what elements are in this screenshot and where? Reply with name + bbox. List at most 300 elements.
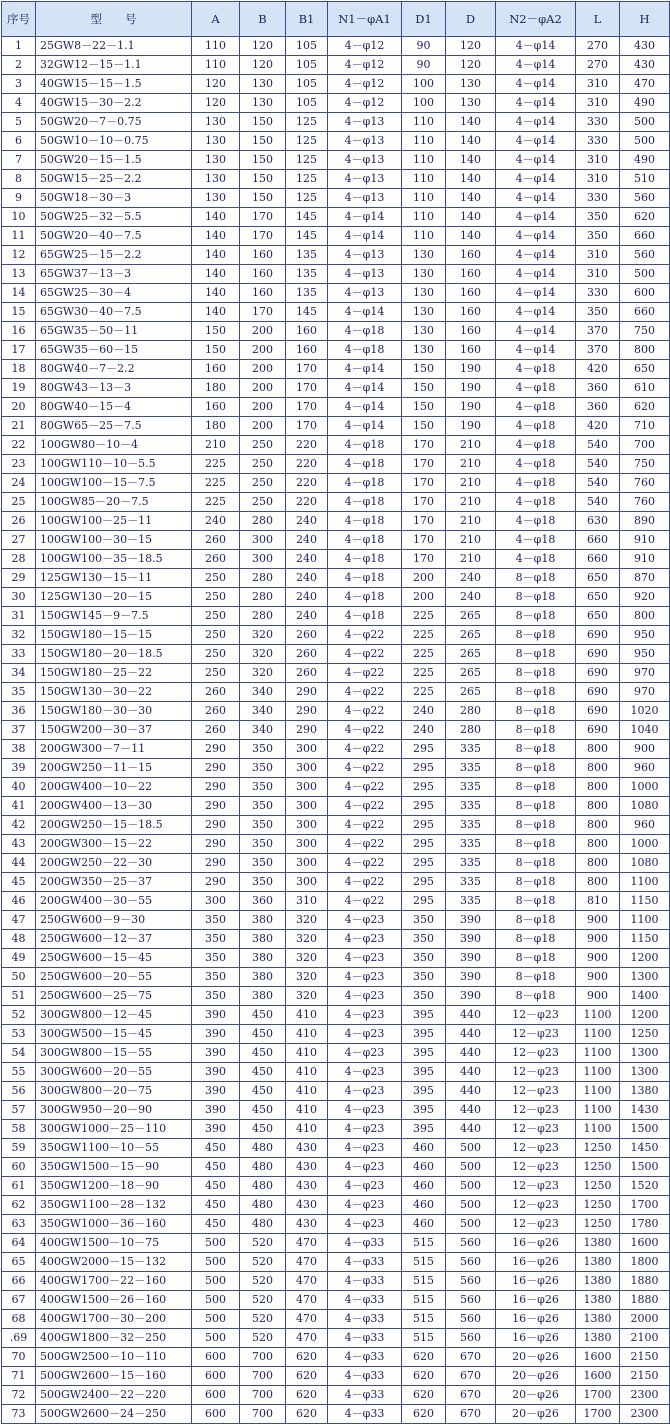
row-index: 14 xyxy=(2,284,36,303)
model-cell: 500GW2400－22－220 xyxy=(36,1386,192,1405)
b1-cell: 125 xyxy=(286,132,328,151)
n2-a2-cell: 16－φ26 xyxy=(496,1253,576,1272)
model-cell: 100GW100－15－7.5 xyxy=(36,474,192,493)
table-row xyxy=(2,1348,670,1367)
n2-a2-cell: 8－φ18 xyxy=(496,626,576,645)
n1-a1-cell: 4－φ33 xyxy=(328,1405,402,1424)
row-index: 43 xyxy=(2,835,36,854)
a-cell: 225 xyxy=(192,474,240,493)
l-cell: 630 xyxy=(576,512,620,531)
b-cell: 150 xyxy=(240,170,286,189)
d1-cell: 460 xyxy=(402,1215,446,1234)
d1-cell: 130 xyxy=(402,303,446,322)
table-row xyxy=(2,721,670,740)
n2-a2-cell: 20－φ26 xyxy=(496,1386,576,1405)
l-cell: 420 xyxy=(576,417,620,436)
h-cell: 750 xyxy=(620,322,670,341)
l-cell: 310 xyxy=(576,246,620,265)
model-cell: 50GW20－15－1.5 xyxy=(36,151,192,170)
b-cell: 150 xyxy=(240,132,286,151)
n2-a2-cell: 4－φ14 xyxy=(496,151,576,170)
n2-a2-cell: 12－φ23 xyxy=(496,1101,576,1120)
d1-cell: 295 xyxy=(402,892,446,911)
l-cell: 650 xyxy=(576,607,620,626)
a-cell: 600 xyxy=(192,1386,240,1405)
table-row xyxy=(2,1025,670,1044)
b1-cell: 430 xyxy=(286,1215,328,1234)
d1-cell: 295 xyxy=(402,854,446,873)
h-cell: 870 xyxy=(620,569,670,588)
n1-a1-cell: 4－φ13 xyxy=(328,189,402,208)
b1-cell: 620 xyxy=(286,1386,328,1405)
b1-cell: 240 xyxy=(286,607,328,626)
l-cell: 310 xyxy=(576,94,620,113)
b1-cell: 170 xyxy=(286,379,328,398)
b-cell: 480 xyxy=(240,1158,286,1177)
h-cell: 1800 xyxy=(620,1253,670,1272)
n2-a2-cell: 16－φ26 xyxy=(496,1291,576,1310)
h-cell: 2000 xyxy=(620,1310,670,1329)
n1-a1-cell: 4－φ23 xyxy=(328,1025,402,1044)
n1-a1-cell: 4－φ33 xyxy=(328,1367,402,1386)
n1-a1-cell: 4－φ13 xyxy=(328,170,402,189)
b-cell: 120 xyxy=(240,37,286,56)
a-cell: 260 xyxy=(192,550,240,569)
l-cell: 370 xyxy=(576,322,620,341)
d-cell: 280 xyxy=(446,702,496,721)
d-cell: 190 xyxy=(446,398,496,417)
d1-cell: 395 xyxy=(402,1025,446,1044)
h-cell: 910 xyxy=(620,531,670,550)
row-index: 17 xyxy=(2,341,36,360)
d-cell: 140 xyxy=(446,113,496,132)
b1-cell: 300 xyxy=(286,854,328,873)
b-cell: 340 xyxy=(240,683,286,702)
row-index: 71 xyxy=(2,1367,36,1386)
h-cell: 1150 xyxy=(620,930,670,949)
a-cell: 140 xyxy=(192,208,240,227)
b-cell: 450 xyxy=(240,1044,286,1063)
n1-a1-cell: 4－φ18 xyxy=(328,341,402,360)
d-cell: 210 xyxy=(446,531,496,550)
l-cell: 1100 xyxy=(576,1101,620,1120)
b1-cell: 300 xyxy=(286,778,328,797)
row-index: 3 xyxy=(2,75,36,94)
model-cell: 150GW130－30－22 xyxy=(36,683,192,702)
d1-cell: 240 xyxy=(402,721,446,740)
b1-cell: 410 xyxy=(286,1082,328,1101)
d-cell: 160 xyxy=(446,284,496,303)
model-cell: 80GW43－13－3 xyxy=(36,379,192,398)
d-cell: 500 xyxy=(446,1177,496,1196)
table-row xyxy=(2,588,670,607)
b-cell: 280 xyxy=(240,607,286,626)
b1-cell: 240 xyxy=(286,512,328,531)
a-cell: 160 xyxy=(192,360,240,379)
model-cell: 150GW145－9－7.5 xyxy=(36,607,192,626)
b-cell: 150 xyxy=(240,151,286,170)
h-cell: 1300 xyxy=(620,968,670,987)
n1-a1-cell: 4－φ22 xyxy=(328,645,402,664)
d1-cell: 460 xyxy=(402,1158,446,1177)
l-cell: 800 xyxy=(576,835,620,854)
table-row xyxy=(2,436,670,455)
model-cell: 250GW600－15－45 xyxy=(36,949,192,968)
header-index: 序号 xyxy=(2,2,36,37)
h-cell: 800 xyxy=(620,341,670,360)
model-cell: 250GW600－20－55 xyxy=(36,968,192,987)
n1-a1-cell: 4－φ22 xyxy=(328,721,402,740)
b1-cell: 290 xyxy=(286,683,328,702)
row-index: 62 xyxy=(2,1196,36,1215)
l-cell: 310 xyxy=(576,75,620,94)
model-cell: 65GW35－50－11 xyxy=(36,322,192,341)
table-row xyxy=(2,341,670,360)
d-cell: 335 xyxy=(446,759,496,778)
b-cell: 360 xyxy=(240,892,286,911)
b1-cell: 430 xyxy=(286,1139,328,1158)
table-row xyxy=(2,1139,670,1158)
model-cell: 40GW15－30－2.2 xyxy=(36,94,192,113)
table-row xyxy=(2,1215,670,1234)
l-cell: 800 xyxy=(576,778,620,797)
n1-a1-cell: 4－φ18 xyxy=(328,588,402,607)
a-cell: 290 xyxy=(192,873,240,892)
b-cell: 700 xyxy=(240,1367,286,1386)
n2-a2-cell: 8－φ18 xyxy=(496,588,576,607)
a-cell: 260 xyxy=(192,531,240,550)
n1-a1-cell: 4－φ13 xyxy=(328,151,402,170)
h-cell: 2100 xyxy=(620,1329,670,1348)
model-cell: 500GW2500－10－110 xyxy=(36,1348,192,1367)
d1-cell: 350 xyxy=(402,987,446,1006)
b-cell: 700 xyxy=(240,1386,286,1405)
table-row xyxy=(2,778,670,797)
model-cell: 65GW25－30－4 xyxy=(36,284,192,303)
l-cell: 540 xyxy=(576,493,620,512)
b-cell: 520 xyxy=(240,1253,286,1272)
model-cell: 200GW400－10－22 xyxy=(36,778,192,797)
h-cell: 1380 xyxy=(620,1082,670,1101)
l-cell: 1380 xyxy=(576,1253,620,1272)
n1-a1-cell: 4－φ12 xyxy=(328,37,402,56)
b1-cell: 320 xyxy=(286,987,328,1006)
b1-cell: 320 xyxy=(286,949,328,968)
model-cell: 200GW400－13－30 xyxy=(36,797,192,816)
a-cell: 140 xyxy=(192,227,240,246)
d-cell: 160 xyxy=(446,265,496,284)
d-cell: 335 xyxy=(446,892,496,911)
d-cell: 210 xyxy=(446,550,496,569)
d-cell: 335 xyxy=(446,797,496,816)
header-row xyxy=(2,2,670,37)
table-row xyxy=(2,1044,670,1063)
table-row xyxy=(2,151,670,170)
d-cell: 335 xyxy=(446,854,496,873)
a-cell: 290 xyxy=(192,835,240,854)
a-cell: 500 xyxy=(192,1329,240,1348)
n2-a2-cell: 12－φ23 xyxy=(496,1158,576,1177)
l-cell: 1100 xyxy=(576,1063,620,1082)
d-cell: 390 xyxy=(446,911,496,930)
d1-cell: 295 xyxy=(402,740,446,759)
table-row xyxy=(2,816,670,835)
model-cell: 50GW10－10－0.75 xyxy=(36,132,192,151)
row-index: 47 xyxy=(2,911,36,930)
b-cell: 200 xyxy=(240,341,286,360)
d-cell: 140 xyxy=(446,208,496,227)
h-cell: 2150 xyxy=(620,1348,670,1367)
a-cell: 500 xyxy=(192,1234,240,1253)
b-cell: 160 xyxy=(240,246,286,265)
n1-a1-cell: 4－φ33 xyxy=(328,1253,402,1272)
n1-a1-cell: 4－φ22 xyxy=(328,835,402,854)
row-index: 18 xyxy=(2,360,36,379)
n2-a2-cell: 8－φ18 xyxy=(496,949,576,968)
model-cell: 200GW250－15－18.5 xyxy=(36,816,192,835)
b-cell: 250 xyxy=(240,455,286,474)
l-cell: 330 xyxy=(576,189,620,208)
n1-a1-cell: 4－φ22 xyxy=(328,873,402,892)
n2-a2-cell: 8－φ18 xyxy=(496,892,576,911)
model-cell: 400GW2000－15－132 xyxy=(36,1253,192,1272)
table-row xyxy=(2,892,670,911)
l-cell: 1380 xyxy=(576,1310,620,1329)
model-cell: 250GW600－12－37 xyxy=(36,930,192,949)
model-cell: 125GW130－15－11 xyxy=(36,569,192,588)
a-cell: 450 xyxy=(192,1215,240,1234)
row-index: 22 xyxy=(2,436,36,455)
header-d1: D1 xyxy=(402,2,446,37)
model-cell: 65GW37－13－3 xyxy=(36,265,192,284)
h-cell: 1700 xyxy=(620,1196,670,1215)
a-cell: 130 xyxy=(192,170,240,189)
d-cell: 390 xyxy=(446,949,496,968)
d-cell: 140 xyxy=(446,227,496,246)
table-row xyxy=(2,1006,670,1025)
model-cell: 400GW1500－26－160 xyxy=(36,1291,192,1310)
model-cell: 300GW800－12－45 xyxy=(36,1006,192,1025)
a-cell: 120 xyxy=(192,94,240,113)
header-b1: B1 xyxy=(286,2,328,37)
row-index: 2 xyxy=(2,56,36,75)
model-cell: 300GW950－20－90 xyxy=(36,1101,192,1120)
model-cell: 300GW800－15－55 xyxy=(36,1044,192,1063)
n1-a1-cell: 4－φ18 xyxy=(328,550,402,569)
table-row xyxy=(2,1120,670,1139)
n2-a2-cell: 4－φ14 xyxy=(496,208,576,227)
d1-cell: 170 xyxy=(402,436,446,455)
h-cell: 950 xyxy=(620,626,670,645)
a-cell: 600 xyxy=(192,1348,240,1367)
model-cell: 200GW400－30－55 xyxy=(36,892,192,911)
table-row xyxy=(2,1310,670,1329)
d-cell: 160 xyxy=(446,246,496,265)
n1-a1-cell: 4－φ18 xyxy=(328,512,402,531)
header-n2-a2: N2－φA2 xyxy=(496,2,576,37)
n2-a2-cell: 4－φ18 xyxy=(496,493,576,512)
table-row xyxy=(2,759,670,778)
b-cell: 480 xyxy=(240,1196,286,1215)
h-cell: 710 xyxy=(620,417,670,436)
model-cell: 100GW100－25－11 xyxy=(36,512,192,531)
h-cell: 1450 xyxy=(620,1139,670,1158)
table-row xyxy=(2,208,670,227)
h-cell: 1500 xyxy=(620,1120,670,1139)
row-index: 8 xyxy=(2,170,36,189)
a-cell: 130 xyxy=(192,113,240,132)
model-cell: 150GW180－20－18.5 xyxy=(36,645,192,664)
d-cell: 335 xyxy=(446,835,496,854)
d1-cell: 515 xyxy=(402,1310,446,1329)
d-cell: 440 xyxy=(446,1006,496,1025)
n1-a1-cell: 4－φ14 xyxy=(328,360,402,379)
a-cell: 350 xyxy=(192,911,240,930)
row-index: 12 xyxy=(2,246,36,265)
b-cell: 350 xyxy=(240,740,286,759)
l-cell: 650 xyxy=(576,588,620,607)
table-row xyxy=(2,1329,670,1348)
d1-cell: 350 xyxy=(402,949,446,968)
header-h: H xyxy=(620,2,670,37)
n1-a1-cell: 4－φ33 xyxy=(328,1348,402,1367)
d1-cell: 295 xyxy=(402,835,446,854)
row-index: 33 xyxy=(2,645,36,664)
n1-a1-cell: 4－φ22 xyxy=(328,854,402,873)
b1-cell: 125 xyxy=(286,170,328,189)
n1-a1-cell: 4－φ33 xyxy=(328,1272,402,1291)
n1-a1-cell: 4－φ14 xyxy=(328,379,402,398)
n2-a2-cell: 4－φ18 xyxy=(496,436,576,455)
b-cell: 450 xyxy=(240,1120,286,1139)
n2-a2-cell: 4－φ14 xyxy=(496,94,576,113)
row-index: 58 xyxy=(2,1120,36,1139)
h-cell: 1100 xyxy=(620,873,670,892)
model-cell: 150GW200－30－37 xyxy=(36,721,192,740)
d-cell: 210 xyxy=(446,436,496,455)
b-cell: 350 xyxy=(240,873,286,892)
b1-cell: 430 xyxy=(286,1158,328,1177)
a-cell: 350 xyxy=(192,949,240,968)
model-cell: 100GW85－20－7.5 xyxy=(36,493,192,512)
d1-cell: 110 xyxy=(402,227,446,246)
d-cell: 265 xyxy=(446,683,496,702)
l-cell: 420 xyxy=(576,360,620,379)
b1-cell: 410 xyxy=(286,1120,328,1139)
model-cell: 400GW1500－10－75 xyxy=(36,1234,192,1253)
row-index: 5 xyxy=(2,113,36,132)
d-cell: 670 xyxy=(446,1367,496,1386)
b1-cell: 135 xyxy=(286,284,328,303)
row-index: 35 xyxy=(2,683,36,702)
n1-a1-cell: 4－φ18 xyxy=(328,322,402,341)
b1-cell: 470 xyxy=(286,1253,328,1272)
row-index: 11 xyxy=(2,227,36,246)
d1-cell: 130 xyxy=(402,265,446,284)
b1-cell: 135 xyxy=(286,265,328,284)
d-cell: 210 xyxy=(446,493,496,512)
n2-a2-cell: 4－φ18 xyxy=(496,531,576,550)
a-cell: 290 xyxy=(192,740,240,759)
h-cell: 500 xyxy=(620,113,670,132)
h-cell: 1780 xyxy=(620,1215,670,1234)
table-row xyxy=(2,284,670,303)
n2-a2-cell: 16－φ26 xyxy=(496,1329,576,1348)
d-cell: 670 xyxy=(446,1405,496,1424)
d1-cell: 395 xyxy=(402,1120,446,1139)
l-cell: 540 xyxy=(576,455,620,474)
b-cell: 250 xyxy=(240,474,286,493)
h-cell: 960 xyxy=(620,816,670,835)
row-index: 64 xyxy=(2,1234,36,1253)
d1-cell: 460 xyxy=(402,1139,446,1158)
table-row xyxy=(2,75,670,94)
n1-a1-cell: 4－φ23 xyxy=(328,1120,402,1139)
d1-cell: 295 xyxy=(402,759,446,778)
l-cell: 690 xyxy=(576,721,620,740)
b-cell: 150 xyxy=(240,113,286,132)
table-row xyxy=(2,303,670,322)
l-cell: 900 xyxy=(576,949,620,968)
b1-cell: 470 xyxy=(286,1329,328,1348)
a-cell: 110 xyxy=(192,37,240,56)
b-cell: 700 xyxy=(240,1348,286,1367)
a-cell: 290 xyxy=(192,778,240,797)
b-cell: 350 xyxy=(240,816,286,835)
n1-a1-cell: 4－φ23 xyxy=(328,1158,402,1177)
model-cell: 32GW12－15－1.1 xyxy=(36,56,192,75)
row-index: 21 xyxy=(2,417,36,436)
h-cell: 1600 xyxy=(620,1234,670,1253)
n2-a2-cell: 16－φ26 xyxy=(496,1234,576,1253)
row-index: 20 xyxy=(2,398,36,417)
model-cell: 65GW25－15－2.2 xyxy=(36,246,192,265)
model-cell: 50GW20－40－7.5 xyxy=(36,227,192,246)
h-cell: 1100 xyxy=(620,911,670,930)
row-index: 25 xyxy=(2,493,36,512)
a-cell: 250 xyxy=(192,607,240,626)
n2-a2-cell: 20－φ26 xyxy=(496,1405,576,1424)
h-cell: 430 xyxy=(620,37,670,56)
d-cell: 560 xyxy=(446,1272,496,1291)
table-row xyxy=(2,835,670,854)
b-cell: 340 xyxy=(240,702,286,721)
l-cell: 800 xyxy=(576,797,620,816)
b-cell: 450 xyxy=(240,1101,286,1120)
l-cell: 1700 xyxy=(576,1386,620,1405)
model-cell: 200GW300－15－22 xyxy=(36,835,192,854)
table-row xyxy=(2,531,670,550)
d1-cell: 100 xyxy=(402,75,446,94)
b1-cell: 410 xyxy=(286,1101,328,1120)
b-cell: 320 xyxy=(240,626,286,645)
b-cell: 520 xyxy=(240,1272,286,1291)
a-cell: 225 xyxy=(192,493,240,512)
model-cell: 400GW1800－32－250 xyxy=(36,1329,192,1348)
d-cell: 240 xyxy=(446,588,496,607)
n1-a1-cell: 4－φ18 xyxy=(328,531,402,550)
a-cell: 390 xyxy=(192,1006,240,1025)
model-cell: 350GW1200－18－90 xyxy=(36,1177,192,1196)
b1-cell: 260 xyxy=(286,645,328,664)
n2-a2-cell: 4－φ14 xyxy=(496,189,576,208)
h-cell: 1500 xyxy=(620,1158,670,1177)
n2-a2-cell: 12－φ23 xyxy=(496,1196,576,1215)
n2-a2-cell: 12－φ23 xyxy=(496,1063,576,1082)
h-cell: 1080 xyxy=(620,797,670,816)
row-index: 72 xyxy=(2,1386,36,1405)
h-cell: 1040 xyxy=(620,721,670,740)
